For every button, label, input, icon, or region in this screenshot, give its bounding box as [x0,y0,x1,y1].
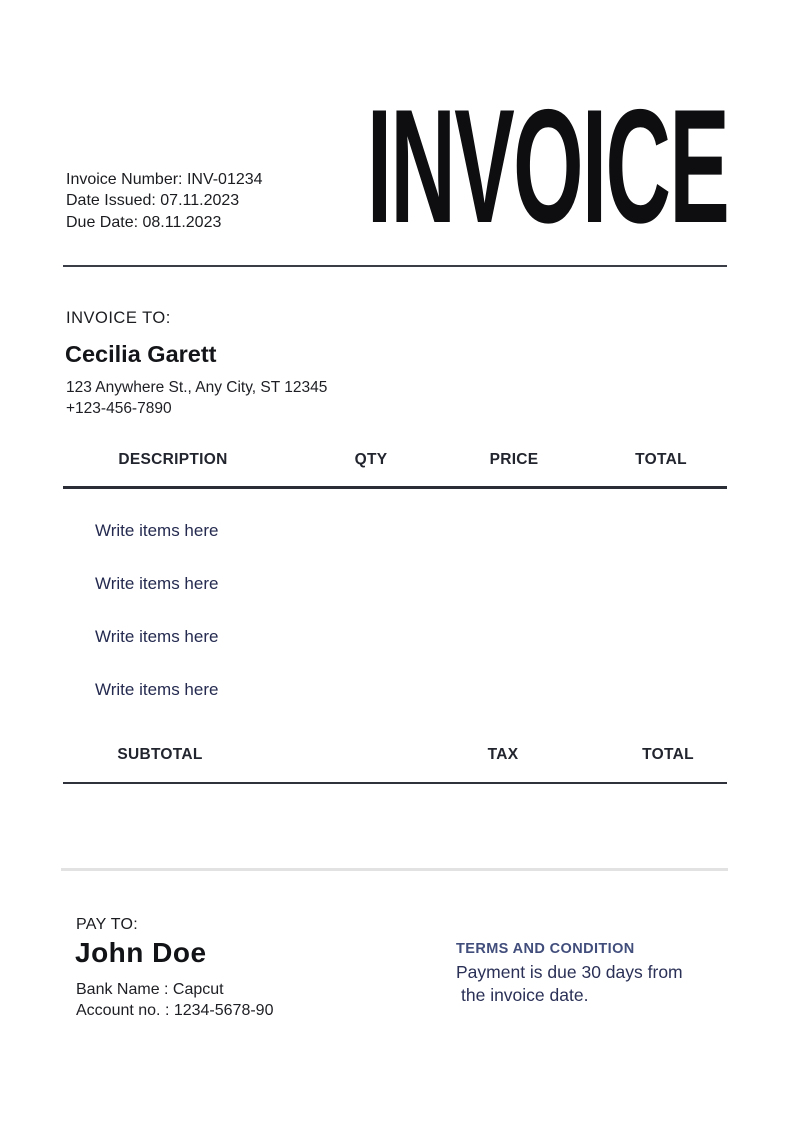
table-footer-divider [63,782,727,784]
item-description-placeholder[interactable]: Write items here [95,627,219,646]
pay-to-bank: Bank Name : Capcut [76,981,224,998]
header-divider [63,265,727,267]
terms-text-line2: the invoice date. [461,985,589,1005]
invoice-date-issued: Date Issued: 07.11.2023 [66,192,240,210]
column-header-total: TOTAL [635,451,687,468]
subtotal-label: SUBTOTAL [117,746,203,763]
footer-divider [61,868,728,871]
item-description-placeholder[interactable]: Write items here [95,521,219,540]
invoice-due-date: Due Date: 08.11.2023 [66,213,222,231]
column-header-description: DESCRIPTION [118,451,228,468]
pay-to-name: John Doe [75,937,207,968]
bill-to-address: 123 Anywhere St., Any City, ST 12345 [66,379,328,396]
bill-to-heading: INVOICE TO: [66,309,171,327]
item-description-placeholder[interactable]: Write items here [95,680,219,699]
invoice-number: Invoice Number: INV-01234 [66,171,263,188]
bill-to-phone: +123-456-7890 [66,400,172,417]
table-header-divider [63,486,727,489]
bill-to-details [66,377,327,419]
invoice-meta [66,169,263,233]
item-description-placeholder[interactable]: Write items here [95,574,219,593]
terms-heading: TERMS AND CONDITION [456,941,635,957]
column-header-qty: QTY [354,451,388,468]
terms-text-line1: Payment is due 30 days from [456,962,683,982]
bill-to-name: Cecilia Garett [65,341,217,367]
pay-to-heading: PAY TO: [76,916,138,933]
invoice-title: INVOICE [366,76,728,257]
pay-to-account: Account no. : 1234-5678-90 [76,1002,274,1019]
total-label: TOTAL [642,746,694,763]
tax-label: TAX [487,746,519,763]
pay-to-details [76,979,273,1021]
column-header-price: PRICE [489,451,539,468]
